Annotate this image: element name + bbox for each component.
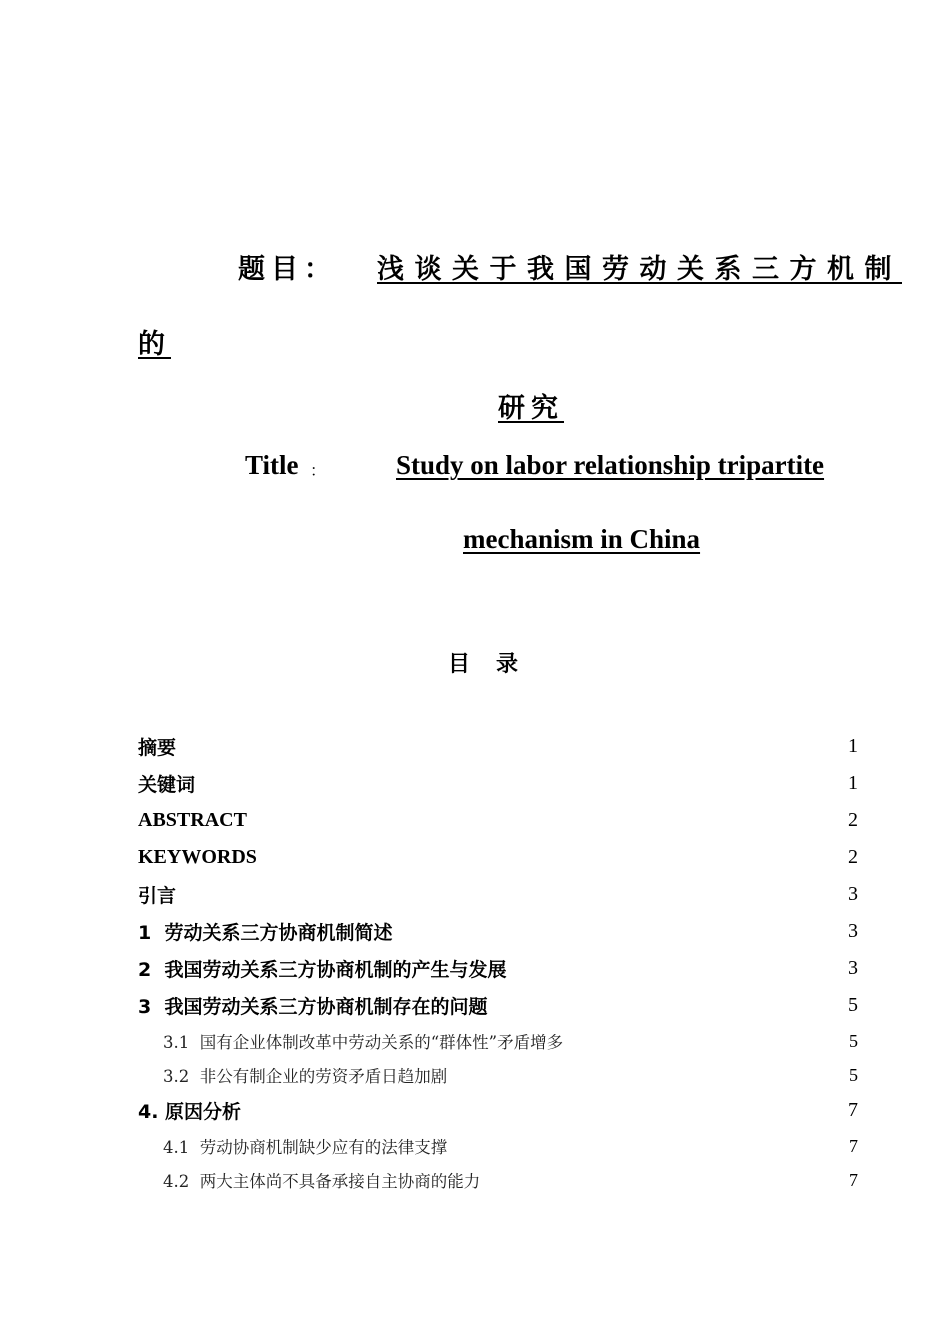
toc-entry-section-1[interactable] <box>138 916 858 946</box>
toc-entry-label: 3.2 非公有制企业的劳资矛盾日趋加剧 <box>163 1067 448 1086</box>
toc-entry-section-4-2[interactable] <box>163 1165 858 1195</box>
toc-entry-label: KEYWORDS <box>138 845 257 868</box>
toc-entry-abstract-en[interactable] <box>138 805 858 835</box>
toc-entry-section-3-1[interactable] <box>163 1026 858 1056</box>
toc-heading: 目 录 <box>448 652 521 677</box>
toc-entry-keywords-en[interactable] <box>138 842 858 872</box>
toc-entry-page: 2 <box>848 808 858 831</box>
title-label-en-colon: ： <box>310 461 327 480</box>
title-cn-line1: 浅谈关于我国劳动关系三方机制 <box>377 254 902 285</box>
toc-entry-section-3-2[interactable] <box>163 1060 858 1090</box>
toc-entry-label: 4. 原因分析 <box>138 1100 242 1123</box>
toc-entry-introduction[interactable] <box>138 879 858 909</box>
toc-entry-page: 7 <box>849 1169 858 1190</box>
toc-entry-section-2[interactable] <box>138 953 858 983</box>
title-en-line2: mechanism in China <box>463 524 701 554</box>
toc-entry-page: 1 <box>848 771 858 794</box>
toc-entry-label: 3 我国劳动关系三方协商机制存在的问题 <box>138 995 488 1018</box>
toc-entry-label: 引言 <box>138 884 177 907</box>
toc-entry-page: 3 <box>848 882 858 905</box>
toc-entry-page: 7 <box>849 1135 858 1156</box>
toc-entry-page: 5 <box>848 993 858 1016</box>
title-en-line1: Study on labor relationship tripartite <box>396 450 825 480</box>
toc-entry-keywords-cn[interactable] <box>138 768 858 798</box>
toc-entry-page: 5 <box>849 1030 858 1051</box>
title-cn-line3: 研究 <box>498 393 564 424</box>
toc-entry-label: ABSTRACT <box>138 808 247 831</box>
toc-entry-page: 5 <box>849 1064 858 1085</box>
toc-entry-label: 1 劳动关系三方协商机制简述 <box>138 921 393 944</box>
toc-entry-label: 摘要 <box>138 736 177 759</box>
title-label-cn: 题目： <box>238 254 337 285</box>
toc-entry-page: 3 <box>848 919 858 942</box>
toc-entry-page: 1 <box>848 734 858 757</box>
toc-entry-label: 4.2 两大主体尚不具备承接自主协商的能力 <box>163 1172 481 1191</box>
toc-entry-section-4[interactable] <box>138 1095 858 1125</box>
toc-entry-section-3[interactable] <box>138 990 858 1020</box>
toc-entry-label: 4.1 劳动协商机制缺少应有的法律支撑 <box>163 1138 448 1157</box>
toc-entry-label: 3.1 国有企业体制改革中劳动关系的“群体性”矛盾增多 <box>163 1033 564 1052</box>
toc-entry-page: 2 <box>848 845 858 868</box>
toc-entry-label: 2 我国劳动关系三方协商机制的产生与发展 <box>138 958 507 981</box>
toc-entry-abstract-cn[interactable] <box>138 731 858 761</box>
title-label-en: Title <box>245 450 299 480</box>
toc-entry-page: 7 <box>848 1098 858 1121</box>
toc-entry-label: 关键词 <box>138 773 196 796</box>
title-cn-line2: 的 <box>138 329 171 360</box>
toc-entry-page: 3 <box>848 956 858 979</box>
toc-entry-section-4-1[interactable] <box>163 1131 858 1161</box>
